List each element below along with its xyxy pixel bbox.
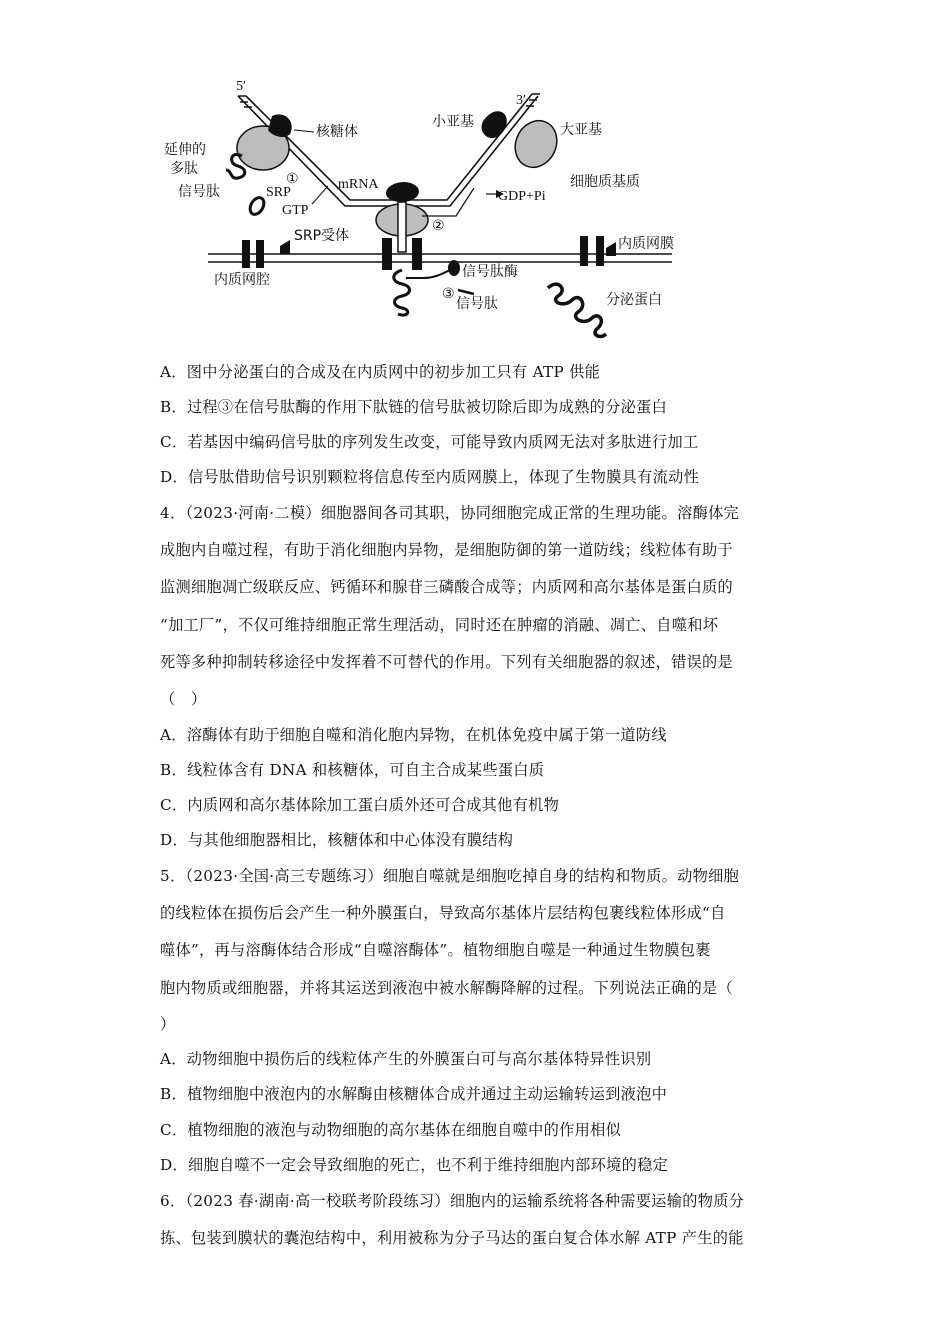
signal-peptide-label: 信号肽 bbox=[178, 184, 220, 200]
question-4-line-6: （ ） bbox=[160, 690, 207, 708]
option-d-q4: D．与其他细胞器相比，核糖体和中心体没有膜结构 bbox=[160, 831, 514, 849]
cytosol-label: 细胞质基质 bbox=[570, 174, 640, 190]
large-subunit-label: 大亚基 bbox=[560, 122, 602, 138]
question-5-line-3: 噬体”，再与溶酶体结合形成“自噬溶酶体”。植物细胞自噬是一种通过生物膜包裹 bbox=[160, 941, 711, 959]
question-5-line-2: 的线粒体在损伤后会产生一种外膜蛋白，导致高尔基体片层结构包裹线粒体形成“自 bbox=[160, 904, 726, 922]
gtp-label: GTP bbox=[282, 203, 309, 218]
question-4-line-1: 4．（2023·河南·二模）细胞器间各司其职，协同细胞完成正常的生理功能。溶酶体完 bbox=[160, 504, 740, 522]
srp-icon bbox=[247, 195, 266, 217]
question-6-line-2: 拣、包装到膜状的囊泡结构中，利用被称为分子马达的蛋白复合体水解 ATP 产生的能 bbox=[160, 1229, 744, 1247]
option-a-q5: A．动物细胞中损伤后的线粒体产生的外膜蛋白可与高尔基体特异性识别 bbox=[160, 1050, 652, 1068]
srp-receptor-label: SRP受体 bbox=[294, 228, 350, 244]
signal-peptide-label-2: 信号肽 bbox=[456, 296, 498, 312]
question-4-line-4: “加工厂”，不仅可维持细胞正常生理活动，同时还在肿瘤的消融、凋亡、自噬和坏 bbox=[160, 616, 719, 634]
er-membrane-label: 内质网膜 bbox=[618, 236, 674, 252]
nascent-peptide-icon bbox=[394, 270, 410, 315]
question-4-line-3: 监测细胞凋亡级联反应、钙循环和腺苷三磷酸合成等；内质网和高尔基体是蛋白质的 bbox=[160, 578, 734, 596]
question-5-line-5: ） bbox=[160, 1015, 176, 1033]
elongating-peptide-label-1: 延伸的 bbox=[164, 142, 206, 158]
option-d-q5: D．细胞自噬不一定会导致细胞的死亡，也不利于维持细胞内部环境的稳定 bbox=[160, 1156, 669, 1174]
er-lumen-label: 内质网腔 bbox=[214, 272, 270, 288]
small-subunit-label: 小亚基 bbox=[432, 114, 474, 130]
option-a-q3: A．图中分泌蛋白的合成及在内质网中的初步加工只有 ATP 供能 bbox=[160, 363, 601, 381]
ribosome-label: 核糖体 bbox=[316, 124, 358, 140]
secretory-protein-label: 分泌蛋白 bbox=[606, 292, 662, 308]
option-b-q3: B．过程③在信号肽酶的作用下肽链的信号肽被切除后即为成熟的分泌蛋白 bbox=[160, 398, 668, 416]
secretory-protein-icon bbox=[548, 284, 606, 336]
step3-label: ③ bbox=[442, 286, 455, 302]
option-c-q4: C．内质网和高尔基体除加工蛋白质外还可合成其他有机物 bbox=[160, 796, 560, 814]
three-prime-label: 3′ bbox=[516, 93, 527, 108]
five-prime-label: 5′ bbox=[236, 79, 247, 94]
step1-label: ① bbox=[286, 171, 299, 187]
option-d-q3: D．信号肽借助信号识别颗粒将信息传至内质网膜上，体现了生物膜具有流动性 bbox=[160, 468, 700, 486]
small-subunit-icon bbox=[482, 111, 507, 138]
question-4-line-2: 成胞内自噬过程，有助于消化细胞内异物，是细胞防御的第一道防线；线粒体有助于 bbox=[160, 541, 734, 559]
srp-receptor-icon bbox=[280, 240, 290, 254]
elongating-peptide-label-2: 多肽 bbox=[170, 161, 198, 177]
question-4-line-5: 死等多种抑制转移途径中发挥着不可替代的作用。下列有关细胞器的叙述，错误的是 bbox=[160, 653, 734, 671]
signal-peptidase-icon bbox=[448, 260, 460, 276]
mrna-label: mRNA bbox=[338, 177, 379, 192]
protein-synthesis-diagram bbox=[160, 78, 690, 346]
gdp-pi-label: GDP+Pi bbox=[498, 189, 546, 204]
option-c-q5: C．植物细胞的液泡与动物细胞的高尔基体在细胞自噬中的作用相似 bbox=[160, 1121, 622, 1139]
signal-peptidase-label: 信号肽酶 bbox=[462, 264, 518, 280]
option-b-q5: B．植物细胞中液泡内的水解酶由核糖体合成并通过主动运输转运到液泡中 bbox=[160, 1085, 668, 1103]
srp-label: SRP bbox=[266, 185, 291, 200]
question-6-line-1: 6．（2023 春·湖南·高一校联考阶段练习）细胞内的运输系统将各种需要运输的物质分 bbox=[160, 1192, 745, 1210]
option-c-q3: C．若基因中编码信号肽的序列发生改变，可能导致内质网无法对多肽进行加工 bbox=[160, 433, 699, 451]
option-a-q4: A．溶酶体有助于细胞自噬和消化胞内异物，在机体免疫中属于第一道防线 bbox=[160, 726, 667, 744]
question-5-line-4: 胞内物质或细胞器，并将其运送到液泡中被水解酶降解的过程。下列说法正确的是（ bbox=[160, 979, 734, 997]
step2-label: ② bbox=[432, 218, 445, 234]
question-5-line-1: 5．（2023·全国·高三专题练习）细胞自噬就是细胞吃掉自身的结构和物质。动物细胞 bbox=[160, 867, 740, 885]
option-b-q4: B．线粒体含有 DNA 和核糖体，可自主合成某些蛋白质 bbox=[160, 761, 545, 779]
